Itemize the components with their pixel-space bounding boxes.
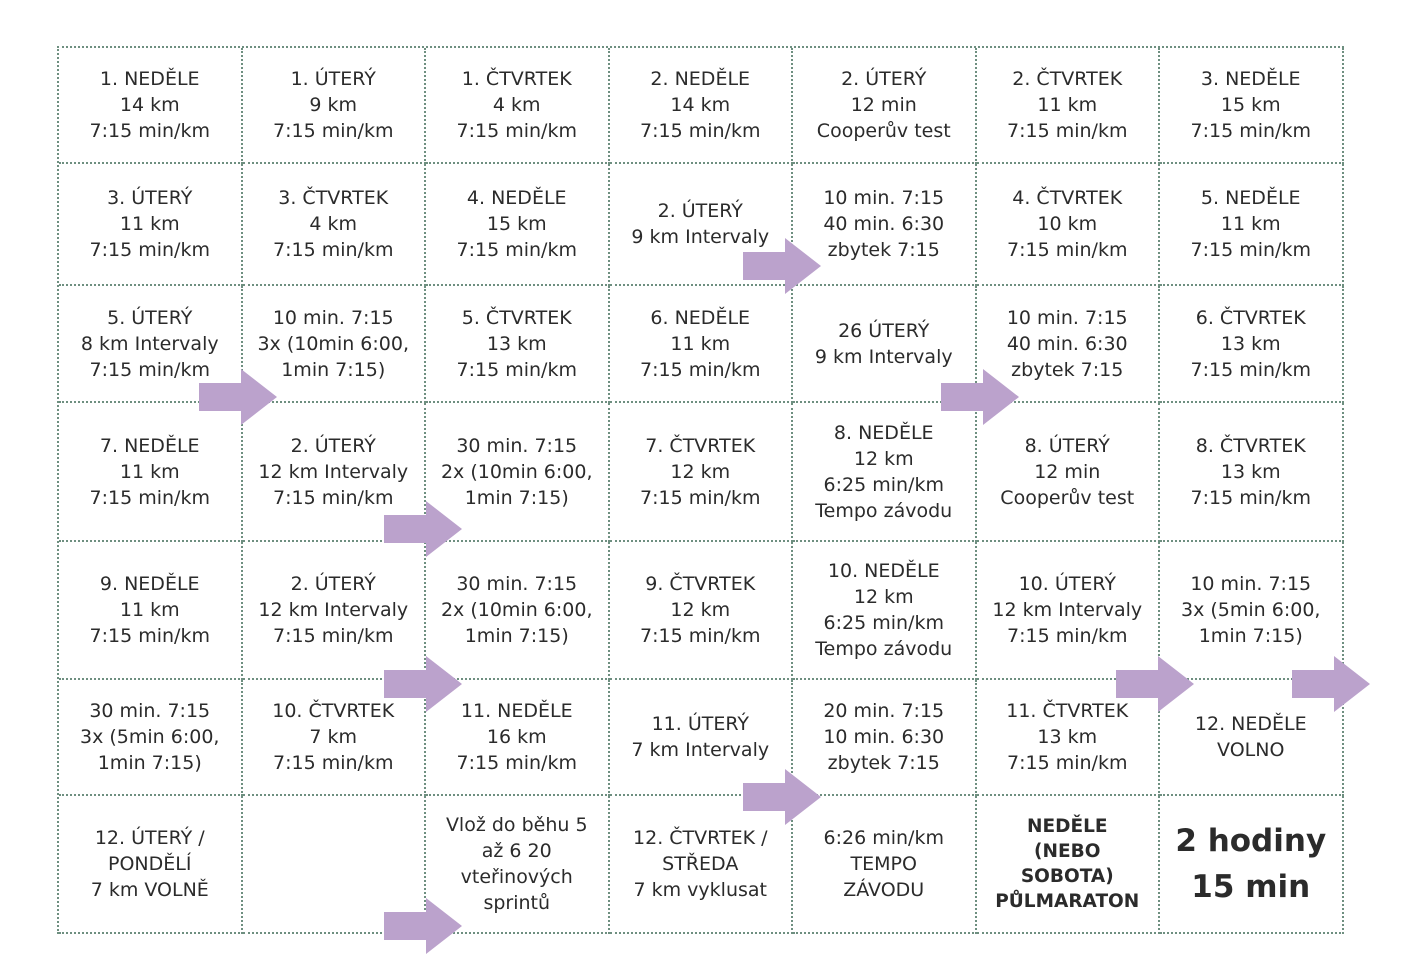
plan-cell: 7. NEDĚLE 11 km 7:15 min/km — [59, 403, 243, 542]
plan-cell: 30 min. 7:15 2x (10min 6:00, 1min 7:15) — [426, 403, 610, 542]
plan-cell: 7. ČTVRTEK 12 km 7:15 min/km — [610, 403, 794, 542]
arrow-right-icon — [743, 238, 821, 294]
plan-cell: 1. ÚTERÝ 9 km 7:15 min/km — [243, 48, 427, 164]
plan-cell: 3. NEDĚLE 15 km 7:15 min/km — [1160, 48, 1344, 164]
plan-cell: 2. ÚTERÝ 12 min Cooperův test — [793, 48, 977, 164]
plan-cell: 2. ÚTERÝ 9 km Intervaly — [610, 164, 794, 286]
plan-cell: Vlož do běhu 5 až 6 20 vteřinových sprintů — [426, 796, 610, 934]
table-row — [59, 796, 1344, 934]
plan-cell: 30 min. 7:15 2x (10min 6:00, 1min 7:15) — [426, 542, 610, 680]
plan-cell: 4. ČTVRTEK 10 km 7:15 min/km — [977, 164, 1161, 286]
plan-cell: 8. NEDĚLE 12 km 6:25 min/km Tempo závodu — [793, 403, 977, 542]
plan-cell: 3. ÚTERÝ 11 km 7:15 min/km — [59, 164, 243, 286]
training-plan-grid — [57, 46, 1344, 934]
plan-cell: 11. ÚTERÝ 7 km Intervaly — [610, 680, 794, 796]
plan-cell: 30 min. 7:15 3x (5min 6:00, 1min 7:15) — [59, 680, 243, 796]
plan-cell: 20 min. 7:15 10 min. 6:30 zbytek 7:15 — [793, 680, 977, 796]
plan-cell: 10 min. 7:15 3x (10min 6:00, 1min 7:15) — [243, 286, 427, 403]
plan-cell: 1. ČTVRTEK 4 km 7:15 min/km — [426, 48, 610, 164]
plan-cell: 10. ČTVRTEK 7 km 7:15 min/km — [243, 680, 427, 796]
plan-cell: 10. NEDĚLE 12 km 6:25 min/km Tempo závodu — [793, 542, 977, 680]
plan-cell: 2. NEDĚLE 14 km 7:15 min/km — [610, 48, 794, 164]
plan-cell: 5. NEDĚLE 11 km 7:15 min/km — [1160, 164, 1344, 286]
plan-cell: 2. ÚTERÝ 12 km Intervaly 7:15 min/km — [243, 542, 427, 680]
plan-cell: 2. ČTVRTEK 11 km 7:15 min/km — [977, 48, 1161, 164]
plan-cell: 2. ÚTERÝ 12 km Intervaly 7:15 min/km — [243, 403, 427, 542]
plan-cell: 9. NEDĚLE 11 km 7:15 min/km — [59, 542, 243, 680]
plan-cell: 5. ÚTERÝ 8 km Intervaly 7:15 min/km — [59, 286, 243, 403]
plan-cell: 8. ÚTERÝ 12 min Cooperův test — [977, 403, 1161, 542]
plan-cell: 10. ÚTERÝ 12 km Intervaly 7:15 min/km — [977, 542, 1161, 680]
plan-cell: 5. ČTVRTEK 13 km 7:15 min/km — [426, 286, 610, 403]
plan-cell: 9. ČTVRTEK 12 km 7:15 min/km — [610, 542, 794, 680]
plan-cell: 4. NEDĚLE 15 km 7:15 min/km — [426, 164, 610, 286]
table-row — [59, 48, 1344, 164]
arrow-right-icon — [384, 898, 462, 954]
plan-cell: 11. ČTVRTEK 13 km 7:15 min/km — [977, 680, 1161, 796]
plan-cell: 10 min. 7:15 3x (5min 6:00, 1min 7:15) — [1160, 542, 1344, 680]
plan-cell: 11. NEDĚLE 16 km 7:15 min/km — [426, 680, 610, 796]
plan-cell: 8. ČTVRTEK 13 km 7:15 min/km — [1160, 403, 1344, 542]
plan-cell: 10 min. 7:15 40 min. 6:30 zbytek 7:15 — [793, 164, 977, 286]
arrow-right-icon — [384, 656, 462, 712]
plan-cell: 1. NEDĚLE 14 km 7:15 min/km — [59, 48, 243, 164]
arrow-right-icon — [743, 769, 821, 825]
half-marathon-cell: NEDĚLE (NEBO SOBOTA) PŮLMARATON — [977, 796, 1161, 934]
plan-cell: 12. NEDĚLE VOLNO — [1160, 680, 1344, 796]
arrow-right-icon — [1116, 656, 1194, 712]
plan-cell: 12. ÚTERÝ / PONDĚLÍ 7 km VOLNĚ — [59, 796, 243, 934]
plan-cell: 3. ČTVRTEK 4 km 7:15 min/km — [243, 164, 427, 286]
arrow-right-icon — [1292, 656, 1370, 712]
goal-time-cell: 2 hodiny 15 min — [1160, 796, 1344, 934]
arrow-right-icon — [199, 369, 277, 425]
plan-cell: 10 min. 7:15 40 min. 6:30 zbytek 7:15 — [977, 286, 1161, 403]
arrow-right-icon — [384, 501, 462, 557]
plan-cell: 6. NEDĚLE 11 km 7:15 min/km — [610, 286, 794, 403]
plan-cell: 6. ČTVRTEK 13 km 7:15 min/km — [1160, 286, 1344, 403]
plan-cell: 6:26 min/km TEMPO ZÁVODU — [793, 796, 977, 934]
arrow-right-icon — [941, 369, 1019, 425]
plan-cell: 26 ÚTERÝ 9 km Intervaly — [793, 286, 977, 403]
table-row — [59, 164, 1344, 286]
plan-cell: 12. ČTVRTEK / STŘEDA 7 km vyklusat — [610, 796, 794, 934]
